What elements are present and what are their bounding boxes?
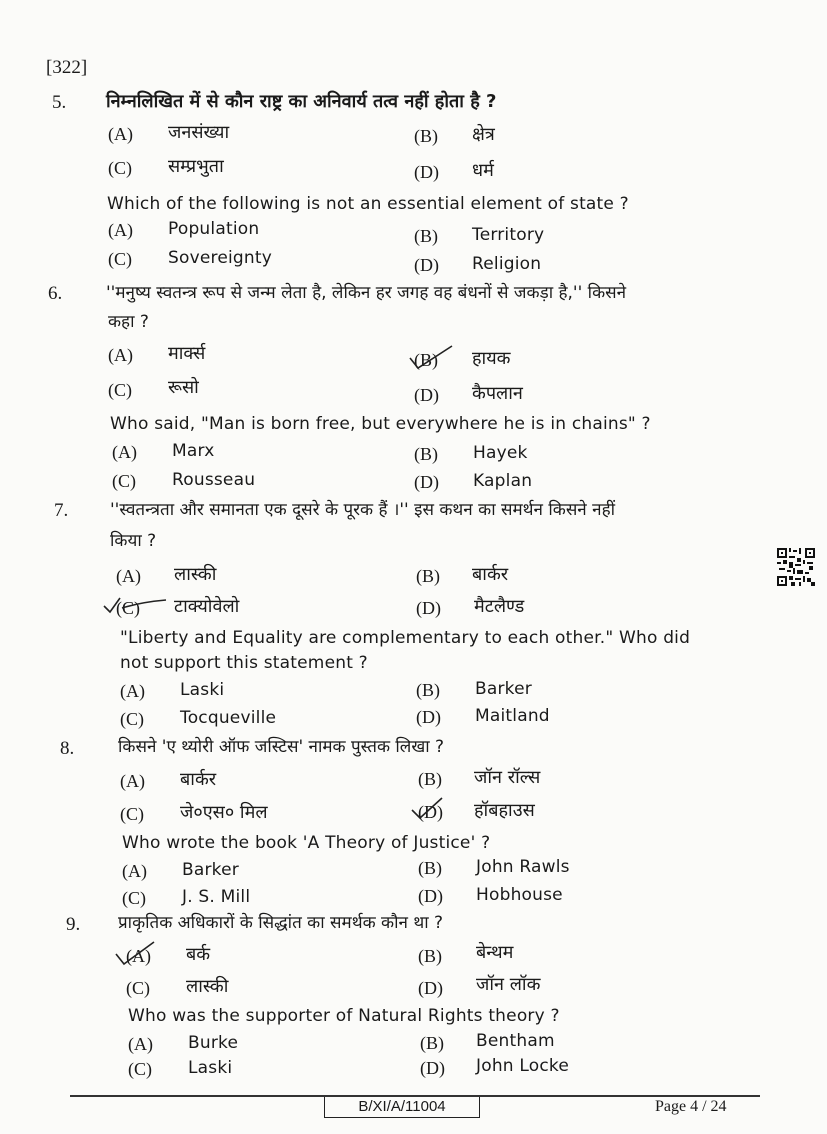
question-number: 5. [52,92,67,113]
option-label: (A) [126,946,151,966]
option-english-b: Bentham [476,1031,555,1051]
option-label: (D) [416,598,441,618]
question-english: Who wrote the book 'A Theory of Justice' ? [122,833,491,853]
answer-tick-mark [102,594,168,616]
option-english-b: John Rawls [476,857,570,877]
option-label: (B) [414,444,438,464]
option-label: (C) [122,888,146,908]
option-label: (B) [414,226,438,246]
question-number: 6. [48,283,63,304]
option-hindi-c: रूसो [168,377,199,398]
option-label: (D) [418,886,443,906]
option-hindi-d: धर्म [472,160,494,181]
option-label: (D) [416,707,441,727]
page-header: [322] [46,57,88,78]
option-label: (C) [116,598,140,618]
paper-code: B/XI/A/11004 [324,1097,480,1118]
option-hindi-a: बार्कर [180,769,217,790]
option-english-b: Hayek [473,443,528,463]
question-english: Which of the following is not an essential element of state ? [107,194,629,214]
question-hindi: किसने 'ए थ्योरी ऑफ जस्टिस' नामक पुस्तक लिखा ? [118,737,445,757]
option-hindi-a: लास्की [174,564,217,585]
question-hindi: ''मनुष्य स्वतन्त्र रूप से जन्म लेता है, लेकिन हर जगह वह बंधनों से जकड़ा है,'' किसने [106,283,627,303]
option-label: (B) [416,680,440,700]
option-hindi-b: क्षेत्र [472,124,495,145]
option-hindi-b: बेन्थम [476,942,514,963]
option-label: (C) [108,158,132,178]
option-label: (A) [120,681,145,701]
option-label: (C) [108,249,132,269]
question-number: 7. [54,500,69,521]
option-label: (A) [108,345,133,365]
option-label: (D) [418,978,443,998]
option-hindi-a: मार्क्स [168,343,206,364]
question-english: Who was the supporter of Natural Rights theory ? [128,1006,560,1026]
option-english-a: Laski [180,680,225,700]
option-label: (C) [128,1059,152,1079]
option-hindi-b: हायक [472,348,511,369]
option-english-d: Hobhouse [476,885,563,905]
option-label: (D) [414,472,439,492]
option-english-c: Rousseau [172,470,256,490]
option-label: (D) [418,802,443,822]
option-hindi-d: हॉबहाउस [474,800,535,821]
question-english: "Liberty and Equality are complementary to each other." Who did [120,628,691,648]
option-english-c: Laski [188,1058,233,1078]
option-label: (B) [418,858,442,878]
qr-code-icon [777,548,815,586]
option-hindi-b: जॉन रॉल्स [474,767,541,788]
option-english-d: Kaplan [473,471,533,491]
option-english-d: Maitland [475,706,550,726]
option-english-a: Marx [172,441,215,461]
question-hindi-cont: किया ? [110,531,157,551]
option-hindi-a: जनसंख्या [168,122,230,143]
option-label: (B) [420,1033,444,1053]
option-english-c: J. S. Mill [182,887,251,907]
option-hindi-c: लास्की [186,976,229,997]
option-hindi-a: बर्क [186,944,211,965]
question-english: Who said, "Man is born free, but everywhere he is in chains" ? [110,414,651,434]
option-english-d: John Locke [476,1056,569,1076]
answer-tick-mark [410,796,446,822]
option-label: (C) [120,804,144,824]
answer-tick-mark [408,344,454,372]
option-hindi-d: मैटलैण्ड [474,596,525,617]
option-label: (B) [418,946,442,966]
question-hindi-cont: कहा ? [108,312,149,332]
question-hindi: ''स्वतन्त्रता और समानता एक दूसरे के पूरक हैं ।'' इस कथन का समर्थन किसने नहीं [110,500,616,520]
option-label: (A) [108,124,133,144]
option-english-b: Territory [472,225,545,245]
option-label: (A) [108,220,133,240]
option-label: (C) [120,709,144,729]
option-label: (B) [414,126,438,146]
option-label: (B) [414,350,438,370]
answer-tick-mark [114,940,158,968]
option-label: (D) [414,162,439,182]
option-label: (C) [108,380,132,400]
option-hindi-d: कैपलान [472,383,523,404]
option-english-b: Barker [475,679,532,699]
option-english-a: Population [168,219,260,239]
option-label: (A) [112,442,137,462]
option-label: (A) [120,771,145,791]
question-number: 9. [66,914,81,935]
option-english-a: Burke [188,1033,239,1053]
option-label: (A) [128,1034,153,1054]
option-label: (C) [112,471,136,491]
option-label: (C) [126,978,150,998]
option-hindi-c: सम्प्रभुता [168,156,224,177]
option-label: (D) [420,1058,445,1078]
option-hindi-c: जे०एस० मिल [180,802,268,823]
option-label: (A) [116,566,141,586]
question-hindi: निम्नलिखित में से कौन राष्ट्र का अनिवार्य तत्व नहीं होता है ? [106,91,497,112]
page-number: Page 4 / 24 [655,1098,727,1115]
option-hindi-d: जॉन लॉक [476,974,541,995]
option-label: (D) [414,255,439,275]
option-english-a: Barker [182,860,239,880]
question-hindi: प्राकृतिक अधिकारों के सिद्धांत का समर्थक कौन था ? [118,913,444,933]
option-english-d: Religion [472,254,542,274]
option-english-c: Tocqueville [180,708,277,728]
option-label: (B) [418,769,442,789]
option-label: (B) [416,566,440,586]
question-english-cont: not support this statement ? [120,653,368,673]
option-label: (A) [122,861,147,881]
option-label: (D) [414,385,439,405]
option-hindi-b: बार्कर [472,564,509,585]
option-english-c: Sovereignty [168,248,273,268]
option-hindi-c: टाक्योवेलो [174,596,240,617]
question-number: 8. [60,738,75,759]
